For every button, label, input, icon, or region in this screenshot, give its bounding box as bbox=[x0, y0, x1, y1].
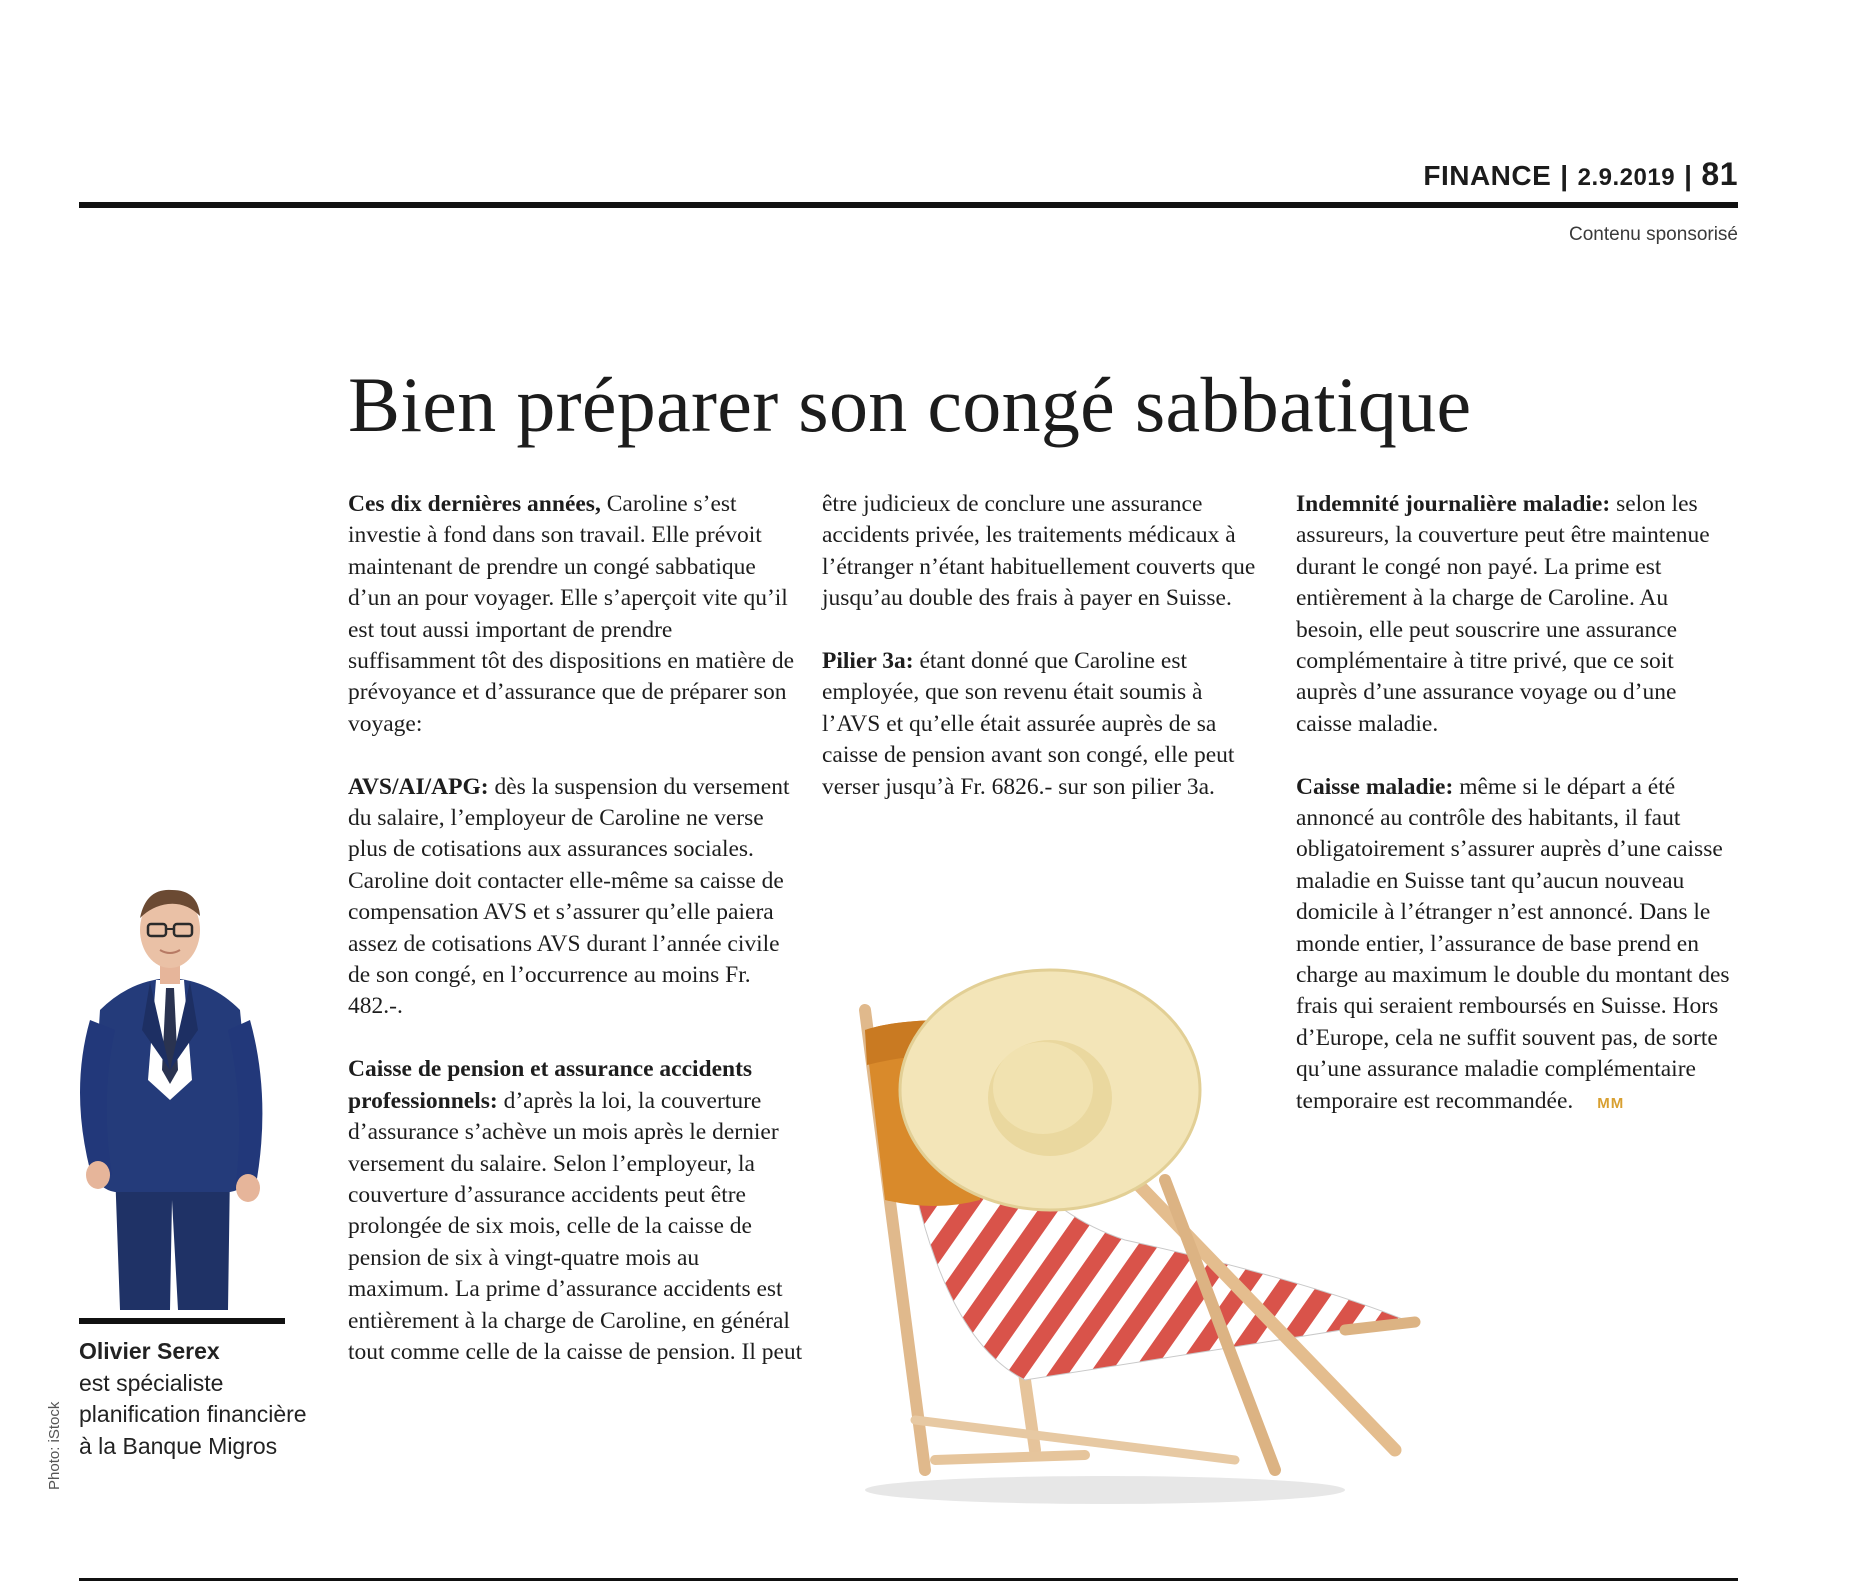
article-column-2 bbox=[822, 489, 1262, 834]
paragraph bbox=[348, 489, 803, 740]
header-separator: | bbox=[1684, 160, 1693, 191]
paragraph-text: être judicieux de conclure une assurance accidents privée, les traitements médicaux à l’étranger n’étant habituellement couverts que jusqu’au double des frais à payer en Suisse. bbox=[822, 491, 1256, 612]
author-initials: MM bbox=[1597, 1094, 1625, 1112]
paragraph-lead: Ces dix dernières années, bbox=[348, 491, 601, 517]
author-caption bbox=[79, 1336, 309, 1462]
paragraph bbox=[822, 646, 1262, 803]
paragraph bbox=[348, 772, 803, 1023]
deck-chair-illustration bbox=[805, 950, 1455, 1510]
paragraph-text: dès la suspension du versement du salaire, l’employeur de Caroline ne verse plus de cotisations aux assurances sociales. Caroline doit contacter elle-même sa caisse de compensation AVS et s’assurer qu’elle paiera assez de cotisations AVS durant l’année civile de son congé, en l’occurrence au moins Fr. 482.-. bbox=[348, 773, 790, 1020]
paragraph-lead: Indemnité journalière maladie: bbox=[1296, 491, 1611, 517]
issue-date: 2.9.2019 bbox=[1577, 164, 1676, 191]
paragraph bbox=[348, 1054, 803, 1368]
paragraph-text: d’après la loi, la couverture d’assurance s’achève un mois après le dernier versement du salaire. Selon l’employeur, la couverture d’assurance accidents peut être prolongée de six mois, celle de la caisse de pension de six à vingt-quatre mois au maximum. La prime d’assurance accidents est entièrement à la charge de Caroline, en général tout comme celle de la caisse de pension. Il peut bbox=[348, 1087, 803, 1365]
author-description: est spécialiste planification financière à la Banque Migros bbox=[79, 1369, 307, 1459]
author-name: Olivier Serex bbox=[79, 1338, 220, 1364]
paragraph bbox=[822, 489, 1262, 615]
paragraph-text: même si le départ a été annoncé au contrôle des habitants, il faut obligatoirement s’assurer auprès d’une caisse maladie en Suisse tant qu’aucun nouveau domicile à l’étranger n’est annoncé. Dans le monde entier, l’assurance de base prend en charge au maximum le double du montant des frais qui seraient remboursés en Suisse. Hors d’Europe, cela ne suffit souvent pas, de sorte qu’une assurance maladie complémentaire temporaire est recommandée. bbox=[1296, 773, 1730, 1114]
article-title: Bien préparer son congé sabbatique bbox=[348, 361, 1472, 448]
paragraph-text: Caroline s’est investie à fond dans son travail. Elle prévoit maintenant de prendre un congé sabbatique d’un an pour voyager. Elle s’aperçoit vite qu’il est tout aussi important de prendre suffisamment tôt des dispositions en matière de prévoyance et d’assurance que de préparer son voyage: bbox=[348, 491, 794, 737]
caption-divider bbox=[79, 1318, 285, 1324]
sponsored-label: Contenu sponsorisé bbox=[1569, 224, 1738, 245]
paragraph-text: selon les assureurs, la couverture peut être maintenue durant le congé non payé. La prime est entièrement à la charge de Caroline. Au besoin, elle peut souscrire une assurance complémentaire à titre privé, que ce soit auprès d’une assurance voyage ou d’une caisse maladie. bbox=[1296, 491, 1710, 737]
page-header bbox=[1423, 156, 1738, 193]
paragraph-text: étant donné que Caroline est employée, que son revenu était soumis à l’AVS et qu’elle était assurée auprès de sa caisse de pension avant son congé, elle peut verser jusqu’à Fr. 6826.- sur son pilier 3a. bbox=[822, 648, 1235, 800]
article-column-1 bbox=[348, 489, 803, 1400]
photo-credit: Photo: iStock bbox=[46, 1401, 63, 1490]
section-label: FINANCE bbox=[1423, 160, 1552, 191]
page-number: 81 bbox=[1701, 156, 1738, 192]
top-divider bbox=[79, 202, 1738, 208]
author-portrait bbox=[60, 870, 280, 1310]
paragraph-lead: Caisse de pension et assurance accidents professionnels: bbox=[348, 1056, 753, 1114]
header-separator: | bbox=[1560, 160, 1569, 191]
paragraph-lead: Pilier 3a: bbox=[822, 648, 914, 675]
paragraph bbox=[1296, 489, 1736, 740]
paragraph-lead: AVS/AI/APG: bbox=[348, 773, 489, 800]
paragraph-lead: Caisse maladie: bbox=[1296, 773, 1454, 800]
